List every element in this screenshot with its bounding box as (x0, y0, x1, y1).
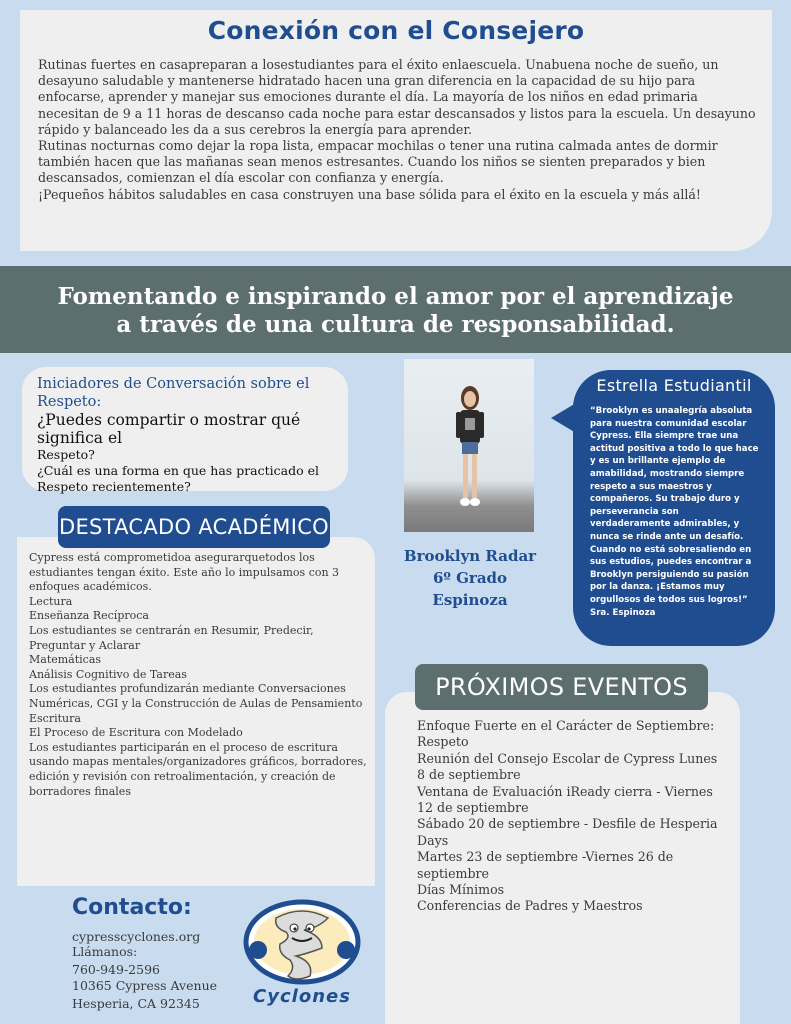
academic-line: Lectura (29, 594, 73, 608)
contact-phone[interactable]: 760-949-2596 (72, 962, 160, 978)
student-caption (396, 545, 544, 611)
events-title: PRÓXIMOS EVENTOS (415, 664, 708, 710)
star-title: Estrella Estudiantil (596, 376, 752, 395)
contact-address-line1: 10365 Cypress Avenue (72, 977, 218, 993)
respect-conversation-card (22, 367, 348, 494)
cyclone-mascot-icon (226, 898, 378, 990)
events-list (417, 718, 727, 915)
contact-website[interactable]: cypresscyclones.org (72, 929, 201, 944)
contact-call-label: Llámanos: (72, 944, 138, 960)
contact-address-line2: Hesperia, CA 92345 (72, 995, 200, 1011)
counselor-title: Conexión con el Consejero (207, 16, 585, 45)
academic-line: Los estudiantes profundizarán mediante Conversaciones Numéricas, CGI y la Construcción de Aulas de Pensamiento Escritura (29, 682, 363, 725)
student-grade: 6º Grado (432, 569, 508, 587)
student-figure-icon (454, 384, 486, 514)
academic-line: Enseñanza Recíproca (29, 609, 149, 623)
academic-line: El Proceso de Escritura con Modelado (29, 726, 243, 740)
contact-title: Contacto: (72, 895, 192, 920)
respect-title: Iniciadores de Conversación sobre el Respeto: (37, 376, 310, 410)
academic-title: DESTACADO ACADÉMICO (58, 506, 330, 548)
counselor-paragraph: Rutinas fuertes en casapreparan a losestudiantes para el éxito enlaescuela. Unabuena noche de sueño, un desayuno saludable y mantenerse hidratado hacen una gran diferencia en la capacidad de su hijo para enfocarse, aprender y manejar sus emociones durante el día. La mayoría de los niños en edad primaria necesitan de 9 a 11 horas de descanso cada noche para estar descansados y listos para la escuela. Un desayuno rápido y balanceado les da a sus cerebros la energía para aprender. (38, 57, 756, 137)
academic-line: Análisis Cognitivo de Tareas (29, 667, 187, 681)
star-quote-text: “Brooklyn es unaalegría absoluta para nuestra comunidad escolar Cypress. Ella siempre trae una actitud positiva a todo lo que hace y es un brillante ejemplo de amabilidad, mostrando siempre respeto a sus maestros y compañeros. Su trabajo duro y perseverancia son verdaderamente admirables, y nunca se rinde ante un desafío. Cuando no está sobresaliendo en sus estudios, puedes encontrar a Brooklyn persiguiendo su pasión por la danza. ¡Estamos muy orgullosos de todos sus logros!” (590, 406, 759, 605)
respect-question-1: ¿Puedes compartir o mostrar qué significa el (37, 411, 301, 447)
event-item: Ventana de Evaluación iReady cierra - Viernes 12 de septiembre (417, 783, 713, 816)
student-name: Brooklyn Radar (403, 547, 537, 565)
academic-line: Cypress está comprometidoa asegurarquetodos los estudiantes tengan éxito. Este año lo impulsamos con 3 enfoques académicos. (29, 551, 340, 594)
speech-tail (551, 400, 581, 436)
respect-question-1-end: Respeto? (37, 447, 95, 462)
mission-banner (0, 266, 791, 353)
counselor-body (38, 57, 758, 203)
logo-text: Cyclones (253, 986, 351, 1007)
cyclones-logo (226, 898, 378, 1010)
student-photo (404, 359, 534, 532)
academic-line: Matemáticas (29, 653, 102, 667)
counselor-paragraph: Rutinas nocturnas como dejar la ropa lista, empacar mochilas o tener una rutina calmada antes de dormir también hacen que las mañanas sean menos estresantes. Cuando los niños se sienten preparados y bien descansados, comienzan el día escolar con confianza y energía. (38, 138, 718, 186)
event-item: Reunión del Consejo Escolar de Cypress Lunes 8 de septiembre (417, 750, 718, 783)
banner-line: Fomentando e inspirando el amor por el aprendizaje (57, 283, 734, 310)
counselor-paragraph: ¡Pequeños hábitos saludables en casa construyen una base sólida para el éxito en la escuela y más allá! (38, 186, 701, 202)
star-quote (590, 405, 761, 619)
event-item: Sábado 20 de septiembre - Desfile de Hesperia Days (417, 816, 718, 848)
event-item: Días Mínimos (417, 882, 505, 898)
event-item: Conferencias de Padres y Maestros (417, 898, 643, 914)
event-item: Martes 23 de septiembre -Viernes 26 de septiembre (417, 849, 674, 881)
academic-body (29, 551, 369, 799)
banner-line: a través de una cultura de responsabilidad. (116, 311, 675, 338)
star-signature: Sra. Espinoza (590, 607, 656, 618)
student-star-bubble (573, 370, 775, 646)
contact-info (72, 929, 217, 1011)
student-teacher: Espinoza (432, 591, 508, 609)
academic-line: Los estudiantes se centrarán en Resumir, Predecir, Preguntar y Aclarar (29, 623, 314, 652)
respect-question-2: ¿Cuál es una forma en que has practicado el Respeto recientemente? (37, 463, 319, 494)
academic-line: Los estudiantes participarán en el proceso de escritura usando mapas mentales/organizadores gráficos, borradores, edición y revisión con retroalimentación, y creación de borradores finales (29, 740, 367, 798)
event-item: Enfoque Fuerte en el Carácter de Septiembre: Respeto (417, 718, 715, 750)
counselor-section (20, 10, 772, 251)
